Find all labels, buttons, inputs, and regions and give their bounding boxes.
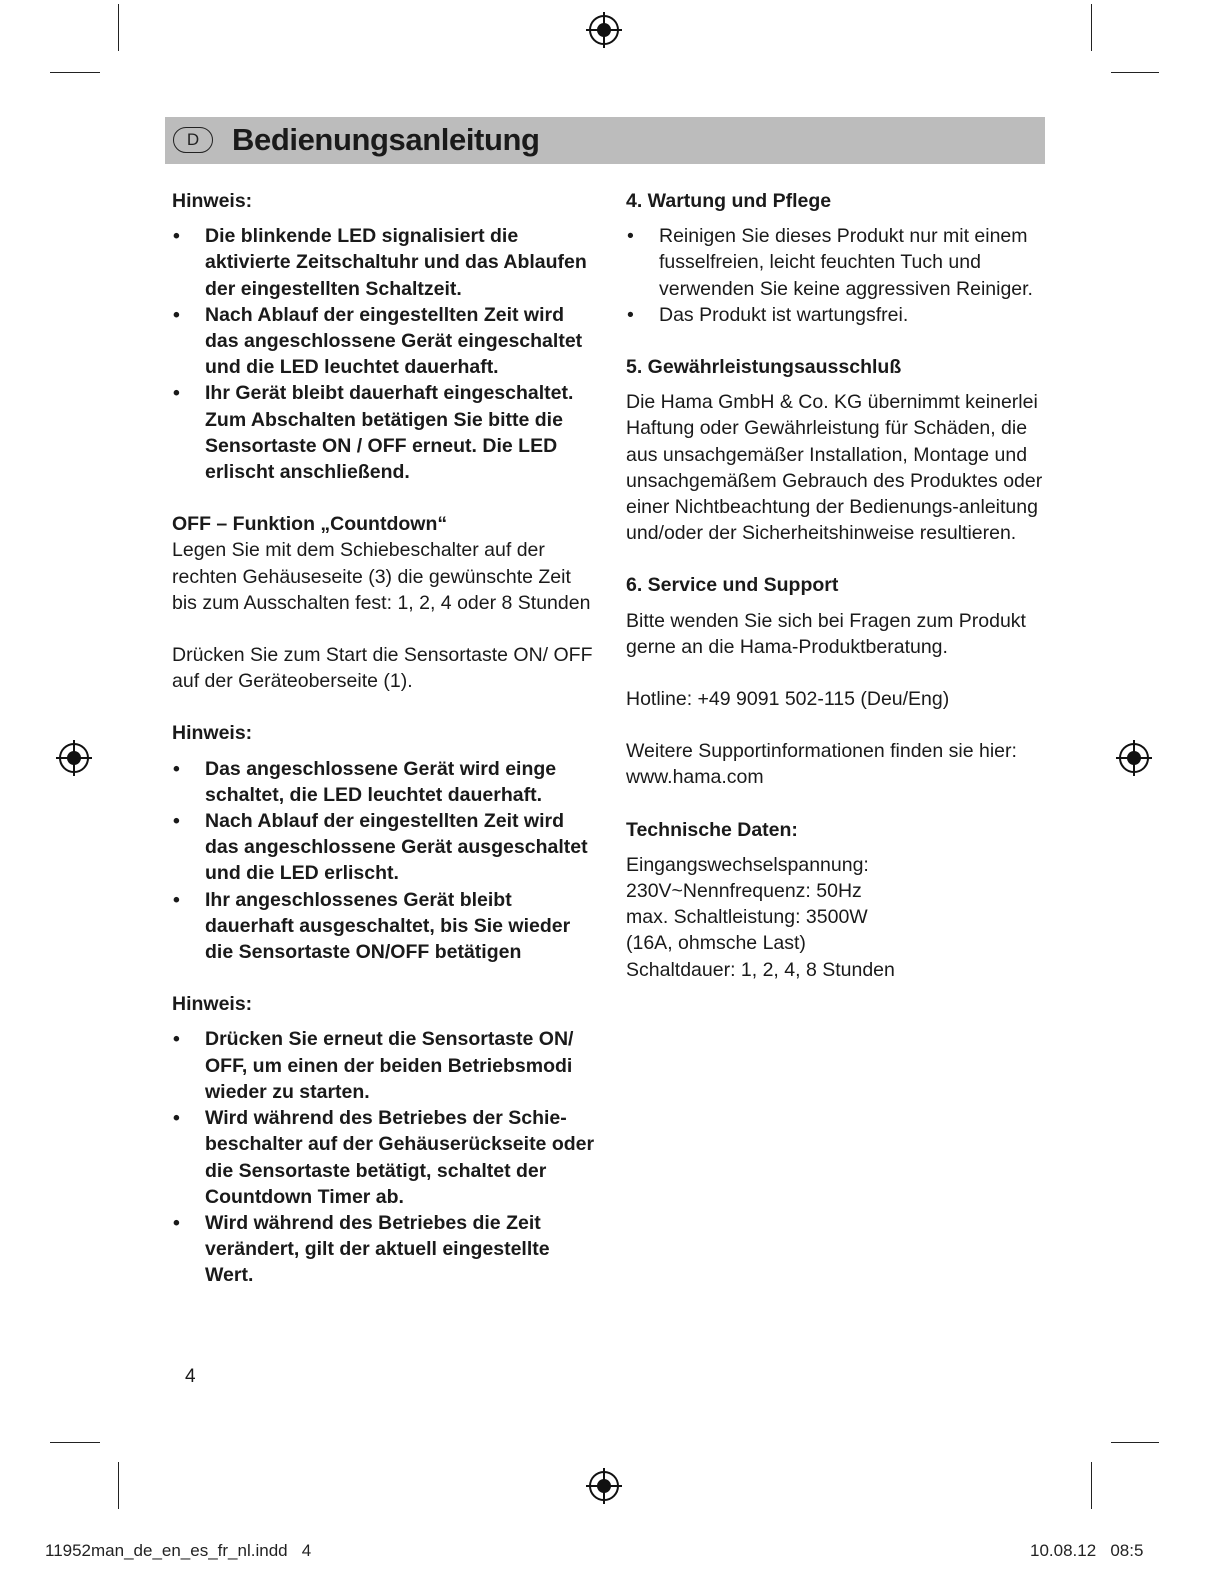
footer-date-text: 10.08.12 08:5: [1030, 1541, 1144, 1560]
wartung-list: [626, 223, 1058, 328]
wartung-heading: 4. Wartung und Pflege: [626, 190, 832, 212]
list-item: • Drücken Sie erneut die Sensortaste ON/ OFF, um einen der beiden Betriebsmodi wieder zu starten.: [172, 1026, 597, 1105]
gewaehrleistung-heading: 5. Gewährleistungsausschluß: [626, 356, 902, 379]
footer-file-name: [45, 1541, 311, 1561]
tech-line: (16A, ohmsche Last): [626, 932, 806, 955]
hotline-text: Hotline: +49 9091 502-115 (Deu/Eng): [626, 688, 950, 711]
hinweis-heading-1: Hinweis:: [172, 190, 253, 212]
list-item: • Die blinkende LED signalisiert die aktivierte Zeitschaltuhr und das Ablaufen der eingestellten Schaltzeit.: [172, 223, 597, 302]
list-item: • Wird während des Betriebes der Schie-beschalter auf der Gehäuserückseite oder die Sensortaste betätigt, schaltet der Countdown Timer ab.: [172, 1105, 597, 1210]
crop-mark-top-right-h: [1111, 72, 1159, 73]
crop-mark-top-right: [1091, 4, 1092, 51]
footer-date: [1030, 1541, 1143, 1561]
gewaehrleistung-text: Die Hama GmbH & Co. KG übernimmt keinerlei Haftung oder Gewährleistung für Schäden, die aus unsachgemäßer Installation, Montage und unsachgemäßem Gebrauch des Produktes oder einer Nichtbeachtung der Bedienungs-anleitung und/oder der Sicherheitshinweise resultieren.: [626, 391, 1043, 545]
tech-line: 230V~Nennfrequenz: 50Hz: [626, 880, 862, 903]
section-header: [165, 117, 1045, 164]
hinweis-heading-3: Hinweis:: [172, 993, 253, 1016]
list-item: • Ihr Gerät bleibt dauerhaft eingeschaltet. Zum Abschalten betätigen Sie bitte die Sensortaste ON / OFF erneut. Die LED erlischt anschließend.: [172, 380, 597, 485]
tech-line: Eingangswechselspannung:: [626, 853, 869, 876]
footer-file-text: 11952man_de_en_es_fr_nl.indd 4: [45, 1541, 312, 1560]
list-item: • Wird während des Betriebes die Zeit verändert, gilt der aktuell eingestellte Wert.: [172, 1210, 597, 1289]
list-item: • Nach Ablauf der eingestellten Zeit wird das angeschlossene Gerät ausgeschaltet und die LED erlischt.: [172, 808, 597, 887]
service-heading: 6. Service und Support: [626, 574, 839, 597]
registration-mark-bottom-icon: [584, 1466, 624, 1506]
crop-mark-bottom-left-h: [50, 1442, 100, 1443]
registration-mark-right-icon: [1114, 738, 1154, 778]
tech-line: Schaltdauer: 1, 2, 4, 8 Stunden: [626, 958, 895, 981]
crop-mark-top-left: [118, 4, 119, 51]
hinweis-list-1: [172, 223, 597, 485]
tech-line: max. Schaltleistung: 3500W: [626, 906, 868, 929]
language-badge: D: [173, 127, 213, 153]
crop-mark-bottom-left: [118, 1462, 119, 1509]
left-column: [172, 188, 597, 1289]
page-number: 4: [185, 1366, 196, 1387]
off-function-paragraph-1: Legen Sie mit dem Schiebeschalter auf der rechten Gehäuseseite (3) die gewünschte Zeit bis zum Ausschalten fest: 1, 2, 4 oder 8 Stunden: [172, 539, 591, 614]
hinweis-list-3: [172, 1026, 597, 1288]
service-text: Bitte wenden Sie sich bei Fragen zum Produkt gerne an die Hama-Produktberatung.: [626, 609, 1026, 658]
registration-mark-left-icon: [54, 738, 94, 778]
crop-mark-top-left-h: [50, 72, 100, 73]
list-item: • Nach Ablauf der eingestellten Zeit wird das angeschlossene Gerät eingeschaltet und die LED leuchtet dauerhaft.: [172, 302, 597, 381]
tech-data-heading: Technische Daten:: [626, 818, 798, 841]
hinweis-list-2: [172, 756, 597, 966]
off-function-paragraph-2: Drücken Sie zum Start die Sensortaste ON/ OFF auf der Geräteoberseite (1).: [172, 644, 593, 693]
crop-mark-bottom-right: [1091, 1462, 1092, 1509]
list-item: • Reinigen Sie dieses Produkt nur mit einem fusselfreien, leicht feuchten Tuch und verwenden Sie keine aggressiven Reiniger.: [626, 223, 1058, 302]
right-column: [626, 188, 1058, 983]
registration-mark-top-icon: [584, 10, 624, 50]
page-title: Bedienungsanleitung: [232, 122, 540, 157]
hinweis-heading-2: Hinweis:: [172, 722, 253, 745]
list-item: • Ihr angeschlossenes Gerät bleibt dauerhaft ausgeschaltet, bis Sie wieder die Sensortaste ON/OFF betätigen: [172, 887, 597, 966]
list-item: • Das angeschlossene Gerät wird einge schaltet, die LED leuchtet dauerhaft.: [172, 756, 597, 808]
support-text: Weitere Supportinformationen finden sie hier:: [626, 740, 1017, 763]
crop-mark-bottom-right-h: [1111, 1442, 1159, 1443]
off-function-heading: OFF – Funktion „Countdown“: [172, 513, 448, 536]
support-url: www.hama.com: [626, 766, 764, 789]
list-item: • Das Produkt ist wartungsfrei.: [626, 302, 1058, 328]
